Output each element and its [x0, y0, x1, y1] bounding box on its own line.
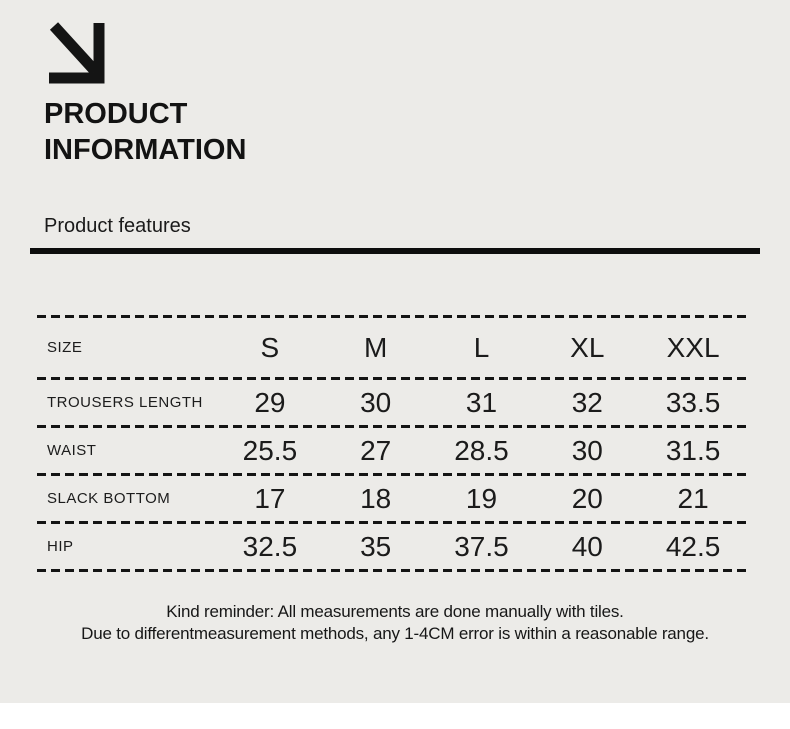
- table-divider: [37, 569, 746, 572]
- row-label: HIP: [47, 538, 74, 555]
- table-row-trousers-length: [37, 380, 746, 425]
- row-value: 21: [677, 482, 709, 514]
- size-column-xxl: XXL: [666, 331, 720, 363]
- row-value: 17: [254, 482, 286, 514]
- table-row-hip: [37, 524, 746, 569]
- row-value: 28.5: [454, 434, 509, 466]
- row-value: 29: [254, 386, 286, 418]
- row-value: 42.5: [665, 530, 721, 562]
- reminder-line-2: Due to differentmeasurement methods, any 1-4CM error is within a reasonable range.: [81, 623, 709, 643]
- row-label: WAIST: [47, 442, 97, 459]
- reminder-note: [0, 601, 790, 644]
- row-value: 40: [571, 530, 603, 562]
- page-title-line-1: PRODUCT: [44, 98, 188, 130]
- table-row-slack-bottom: [37, 476, 746, 521]
- table-row-waist: [37, 428, 746, 473]
- row-value: 25.5: [242, 434, 298, 466]
- row-value: 37.5: [454, 530, 509, 562]
- row-label: TROUSERS LENGTH: [47, 394, 203, 411]
- row-value: 32.5: [242, 530, 298, 562]
- row-label: SLACK BOTTOM: [47, 490, 171, 507]
- size-header-label: SIZE: [47, 339, 83, 356]
- size-column-xl: XL: [570, 331, 605, 363]
- row-value: 35: [360, 530, 392, 562]
- page-title-line-2: INFORMATION: [44, 134, 247, 166]
- row-value: 20: [571, 482, 603, 514]
- size-table: [37, 315, 746, 572]
- arrow-down-right-corner-icon: [48, 20, 106, 84]
- section-divider-rule: [30, 248, 760, 254]
- row-value: 30: [571, 434, 603, 466]
- row-value: 19: [465, 482, 498, 514]
- reminder-line-1: Kind reminder: All measurements are done manually with tiles.: [166, 602, 624, 621]
- row-value: 31: [465, 386, 498, 418]
- size-table-header-row: [37, 318, 746, 377]
- row-value: 31.5: [665, 434, 721, 466]
- row-value: 33.5: [665, 386, 721, 418]
- size-column-s: S: [260, 331, 280, 363]
- page-title: [44, 96, 246, 168]
- row-value: 18: [360, 482, 392, 514]
- row-value: 27: [360, 434, 392, 466]
- row-value: 32: [571, 386, 603, 418]
- row-value: 30: [360, 386, 392, 418]
- size-column-m: M: [364, 331, 388, 363]
- size-column-l: L: [473, 331, 490, 363]
- section-label: Product features: [44, 215, 191, 237]
